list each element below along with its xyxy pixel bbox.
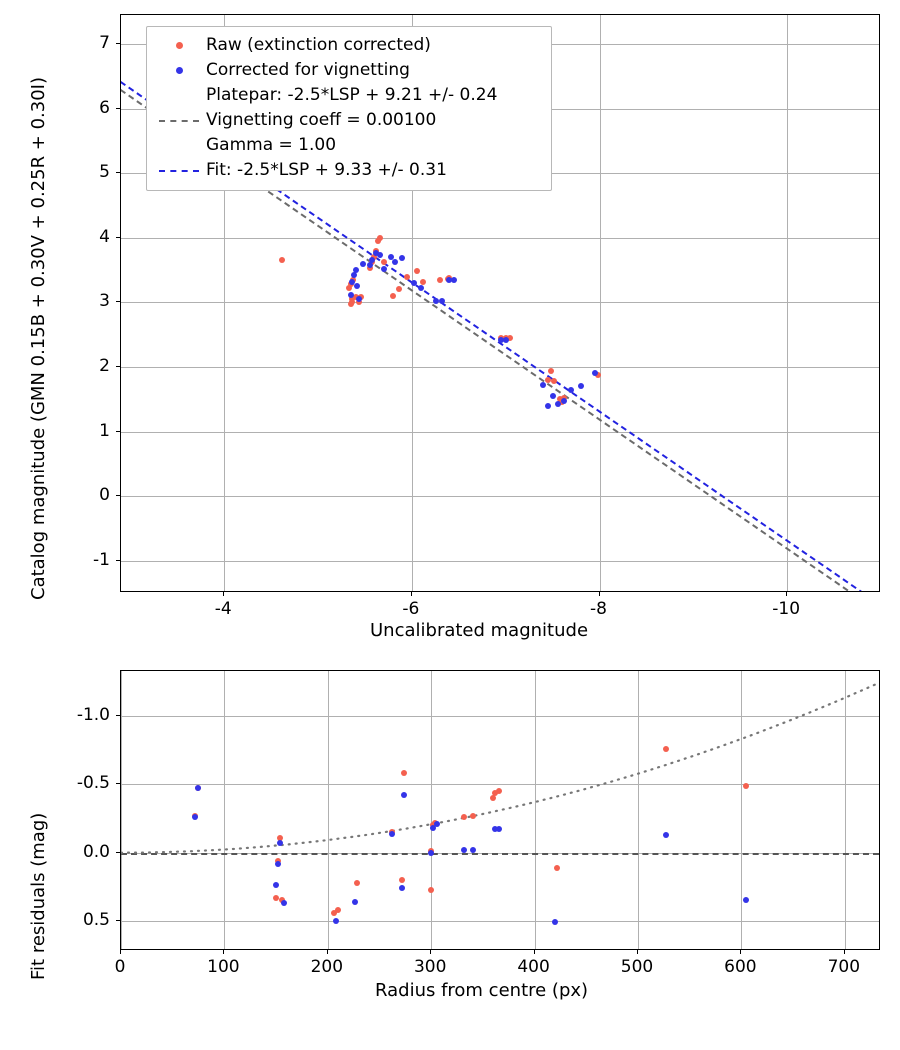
x-tick [411, 592, 412, 596]
x-tick-label: 300 [413, 957, 447, 977]
legend-label: Corrected for vignetting [206, 60, 410, 80]
x-tick [223, 592, 224, 596]
y-tick [116, 301, 120, 302]
x-tick [786, 592, 787, 596]
y-tick-label: 6 [99, 97, 110, 118]
x-tick [599, 592, 600, 596]
gridline-horizontal [121, 496, 879, 497]
y-tick-label: -1 [93, 549, 110, 570]
legend-label: Platepar: -2.5*LSP + 9.21 +/- 0.24 [206, 85, 498, 105]
y-tick [116, 560, 120, 561]
data-point-corrected [348, 292, 354, 298]
y-tick [116, 431, 120, 432]
y-tick-label: 7 [99, 33, 110, 54]
data-point-corrected [381, 266, 387, 272]
data-point-raw [273, 895, 279, 901]
data-point-corrected [389, 831, 395, 837]
data-point-corrected [540, 382, 546, 388]
legend-item [156, 83, 541, 108]
x-tick-label: -4 [214, 599, 232, 619]
data-point-raw [420, 279, 426, 285]
y-tick-label: 0.0 [82, 841, 110, 862]
data-point-corrected [568, 387, 574, 393]
x-tick-label: 0 [114, 957, 126, 977]
data-point-raw [377, 235, 383, 241]
data-point-corrected [545, 403, 551, 409]
x-tick-label: 200 [310, 957, 344, 977]
x-tick [120, 950, 121, 954]
legend-label: Raw (extinction corrected) [206, 35, 431, 55]
gridline-horizontal [121, 238, 879, 239]
data-point-corrected [333, 918, 339, 924]
data-point-corrected [360, 261, 366, 267]
data-point-corrected [561, 398, 567, 404]
legend-key-raw-dot-icon [156, 42, 202, 49]
data-point-raw [414, 268, 420, 274]
gridline-horizontal [121, 367, 879, 368]
y-tick [116, 783, 120, 784]
data-point-corrected [392, 259, 398, 265]
x-tick [844, 950, 845, 954]
y-tick [116, 495, 120, 496]
y-tick [116, 366, 120, 367]
y-tick-label: 2 [99, 355, 110, 376]
y-tick-label: 4 [99, 226, 110, 247]
data-point-raw [279, 257, 285, 263]
legend-label: Fit: -2.5*LSP + 9.33 +/- 0.31 [206, 160, 447, 180]
data-point-corrected [354, 283, 360, 289]
data-point-corrected [411, 280, 417, 286]
data-point-corrected [428, 850, 434, 856]
y-tick-label: 1 [99, 420, 110, 441]
data-point-corrected [550, 393, 556, 399]
vignetting-model-curve [121, 671, 880, 950]
y-tick [116, 172, 120, 173]
x-tick-label: 500 [620, 957, 654, 977]
gridline-horizontal [121, 561, 879, 562]
legend-item [156, 108, 541, 133]
y-tick [116, 43, 120, 44]
data-point-corrected [503, 337, 509, 343]
data-point-raw [743, 783, 749, 789]
x-tick [430, 950, 431, 954]
x-tick [637, 950, 638, 954]
data-point-raw [390, 293, 396, 299]
top-panel-x-axis-title: Uncalibrated magnitude [370, 620, 589, 641]
x-tick-label: -6 [402, 599, 420, 619]
y-tick [116, 920, 120, 921]
y-tick [116, 852, 120, 853]
x-tick-label: 100 [207, 957, 240, 977]
legend-item [156, 33, 541, 58]
data-point-corrected [399, 255, 405, 261]
data-point-corrected [377, 252, 383, 258]
x-tick [740, 950, 741, 954]
data-point-raw [437, 277, 443, 283]
legend-key-fit-dash-icon [156, 170, 202, 172]
legend [146, 26, 552, 191]
data-point-corrected [578, 383, 584, 389]
x-tick [534, 950, 535, 954]
data-point-corrected [352, 899, 358, 905]
y-tick-label: 5 [99, 162, 110, 183]
legend-key-corrected-dot-icon [156, 67, 202, 74]
legend-item [156, 58, 541, 83]
data-point-corrected [470, 847, 476, 853]
x-tick [327, 950, 328, 954]
y-tick [116, 237, 120, 238]
x-tick-label: 700 [827, 957, 861, 977]
data-point-raw [470, 813, 476, 819]
legend-key-platepar-dash-icon [156, 120, 202, 122]
legend-item [156, 133, 541, 158]
fit-residuals-panel [0, 650, 900, 1050]
data-point-corrected [451, 277, 457, 283]
gridline-horizontal [121, 302, 879, 303]
y-tick-label: 0.5 [82, 909, 110, 930]
x-tick-label: 400 [517, 957, 550, 977]
bottom-panel-y-axis-title: Fit residuals (mag) [28, 812, 49, 980]
data-point-raw [545, 377, 551, 383]
y-tick-label: -0.5 [76, 773, 110, 794]
data-point-raw [396, 286, 402, 292]
y-tick-label: 0 [99, 485, 110, 506]
top-panel-y-axis-title: Catalog magnitude (GMN 0.15B + 0.30V + 0.25R + 0.30I) [28, 76, 49, 600]
x-tick-label: 600 [724, 957, 757, 977]
legend-label: Gamma = 1.00 [206, 135, 337, 155]
data-point-corrected [275, 861, 281, 867]
y-tick [116, 108, 120, 109]
x-tick [223, 950, 224, 954]
legend-label: Vignetting coeff = 0.00100 [206, 110, 437, 130]
data-point-raw [354, 880, 360, 886]
legend-item [156, 158, 541, 183]
data-point-corrected [353, 267, 359, 273]
data-point-corrected [663, 832, 669, 838]
data-point-corrected [367, 262, 373, 268]
data-point-raw [348, 301, 354, 307]
data-point-raw [404, 274, 410, 280]
bottom-panel-x-axis-title: Radius from centre (px) [375, 980, 589, 1001]
data-point-raw [548, 368, 554, 374]
x-tick-label: -10 [772, 599, 801, 619]
y-tick [116, 715, 120, 716]
bottom-plot-area [120, 670, 880, 950]
data-point-raw [428, 887, 434, 893]
data-point-corrected [351, 272, 357, 278]
data-point-corrected [439, 298, 445, 304]
y-tick-label: -1.0 [76, 705, 110, 726]
data-point-raw [663, 746, 669, 752]
gridline-horizontal [121, 432, 879, 433]
x-tick-label: -8 [590, 599, 607, 619]
y-tick-label: 3 [99, 291, 110, 312]
